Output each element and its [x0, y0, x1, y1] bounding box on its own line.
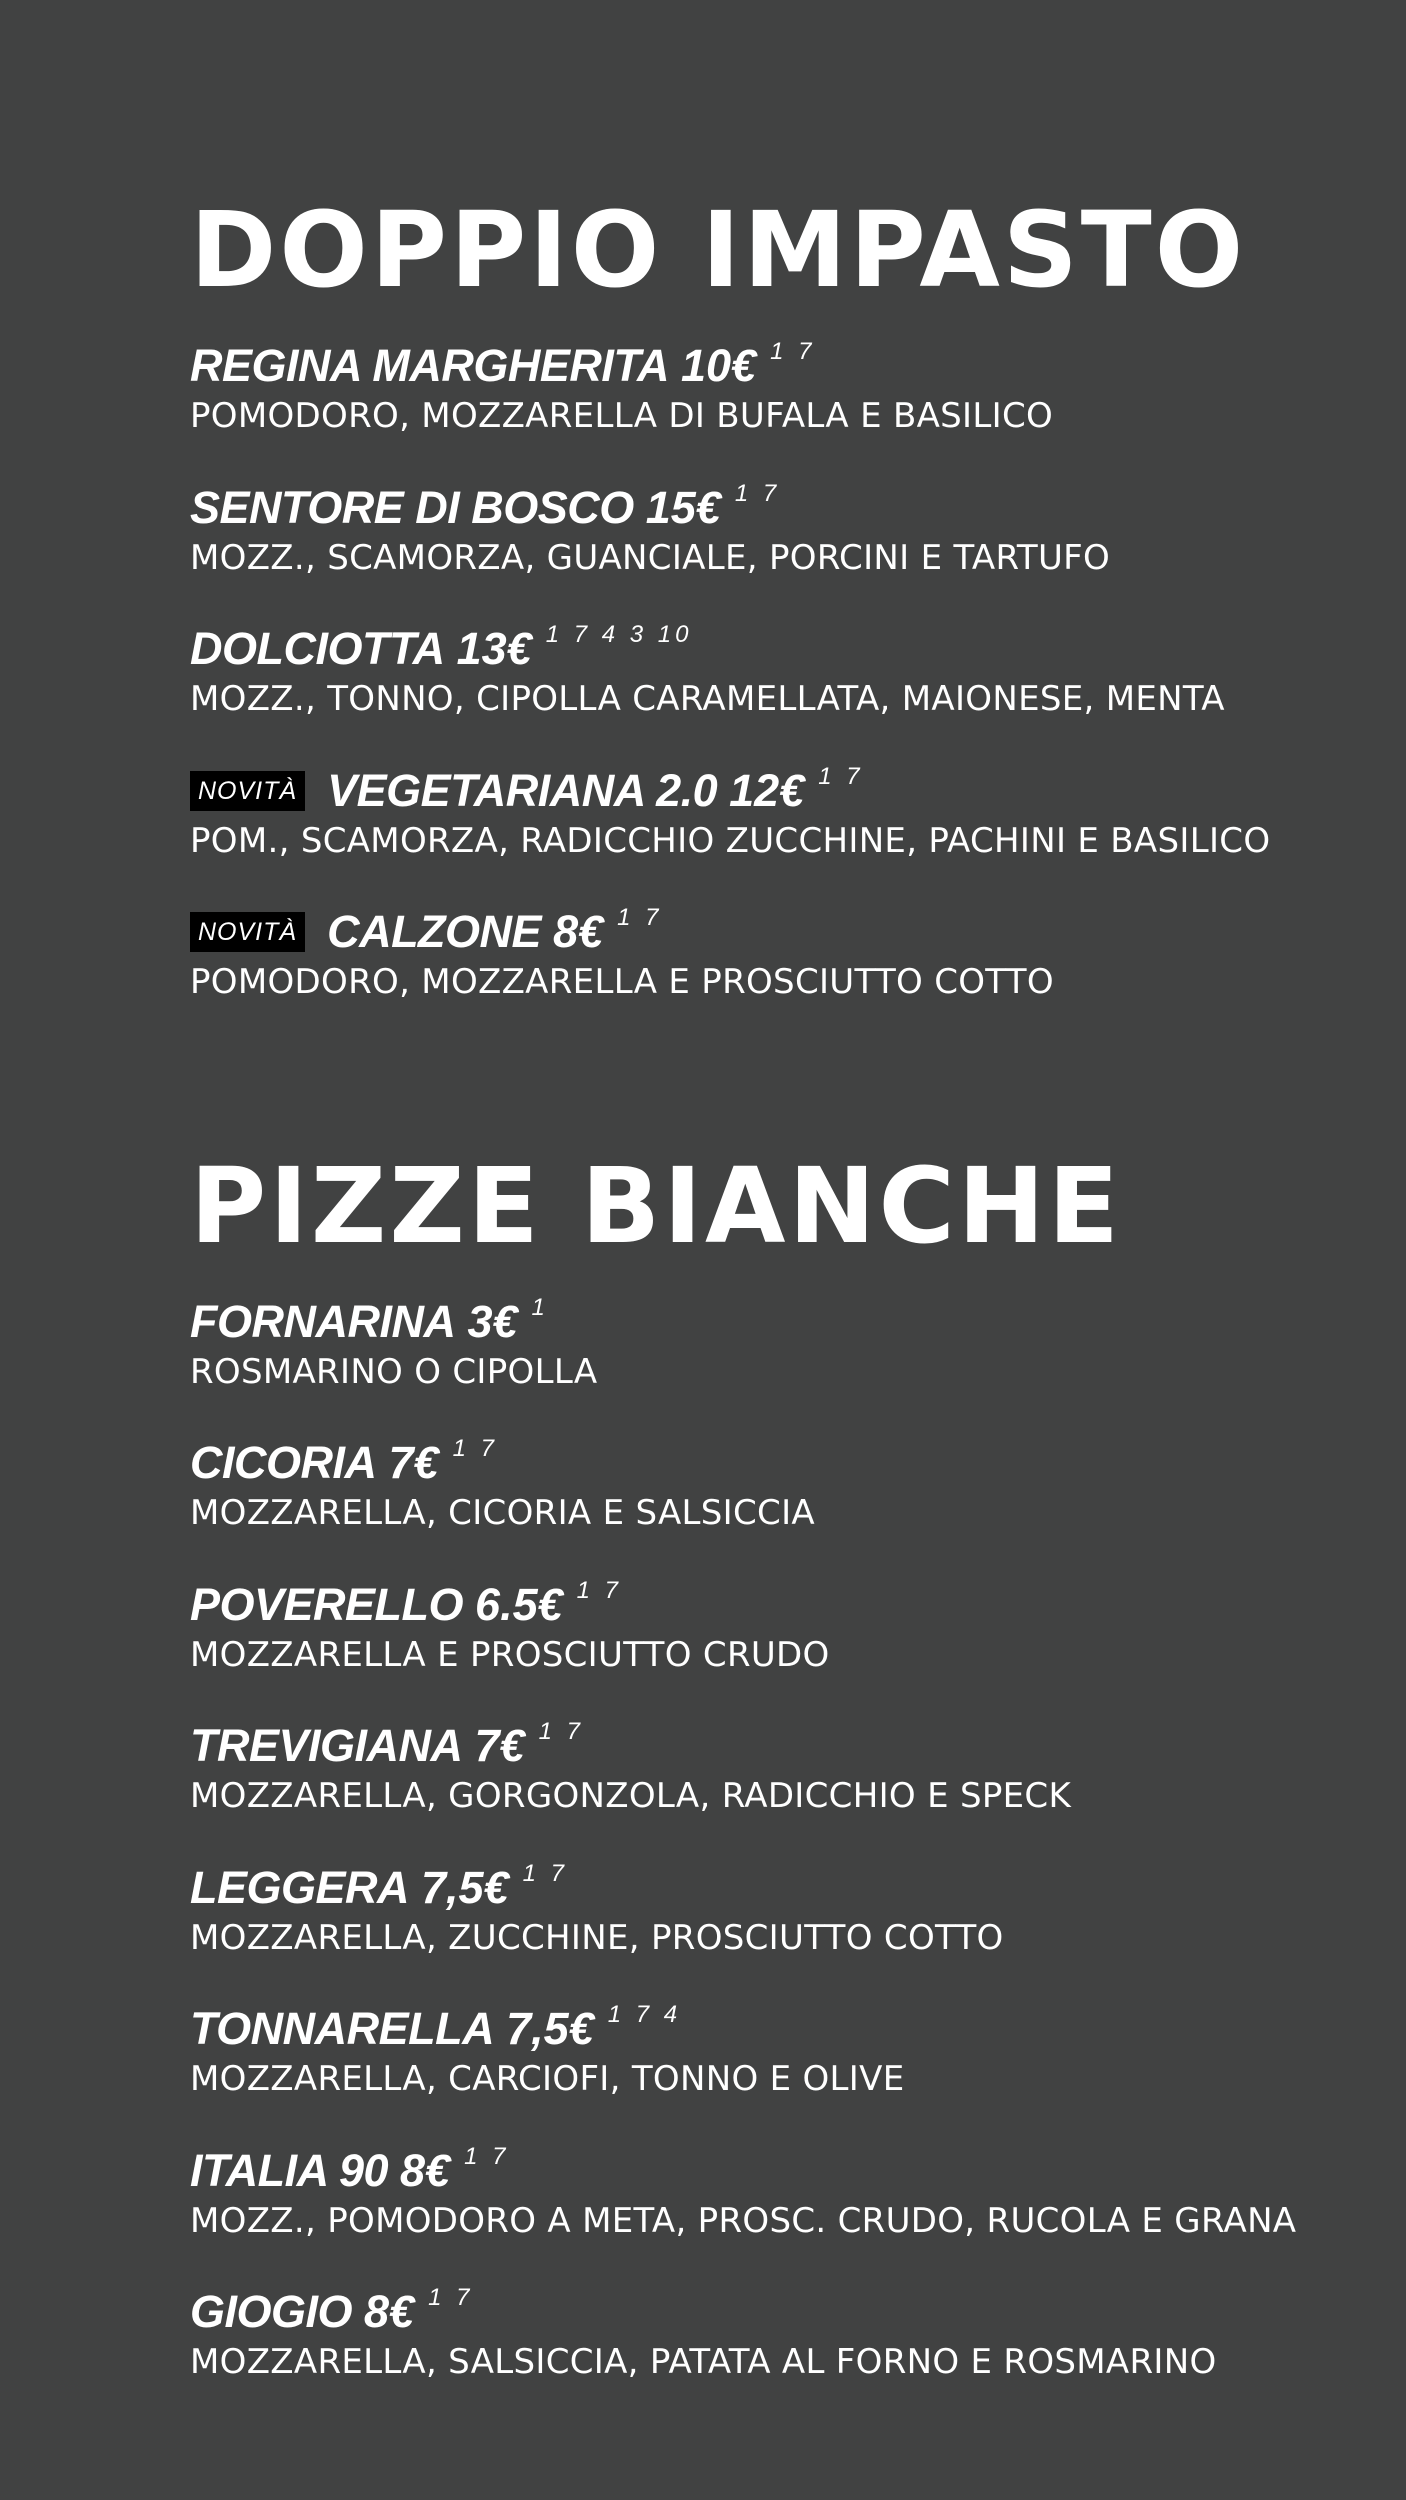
item-header: [190, 480, 1390, 536]
item-name: REGINA MARGHERITA: [190, 340, 669, 391]
item-price: 7,5€: [421, 1861, 509, 1913]
item-description: MOZZARELLA, CARCIOFI, TONNO E OLIVE: [190, 2059, 905, 2099]
item-header: [190, 1718, 1390, 1774]
menu-item: [190, 763, 1390, 905]
item-name: SENTORE DI BOSCO: [190, 481, 634, 533]
item-name: DOLCIOTTA: [190, 623, 445, 674]
new-badge: NOVITÀ: [190, 771, 305, 811]
item-description: MOZZ., TONNO, CIPOLLA CARAMELLATA, MAIONESE, MENTA: [190, 679, 1225, 719]
item-description: MOZZ., SCAMORZA, GUANCIALE, PORCINI E TARTUFO: [190, 537, 1111, 578]
item-name: GIOGIO: [190, 2286, 353, 2337]
menu-item: [190, 2143, 1390, 2285]
item-header: [190, 763, 1390, 819]
item-price: 7€: [474, 1720, 525, 1771]
item-allergens: 1: [531, 1293, 549, 1321]
item-description: MOZZARELLA, CICORIA E SALSICCIA: [190, 1493, 815, 1533]
section-title: DOPPIO IMPASTO: [190, 189, 1247, 311]
item-name: ITALIA 90: [190, 2144, 389, 2196]
item-price: 8€: [553, 906, 604, 957]
item-header: [190, 1435, 1390, 1491]
item-price: 8€: [400, 2144, 451, 2196]
item-header: [190, 2143, 1390, 2199]
item-header: [190, 2001, 1390, 2057]
menu-item: [190, 904, 1390, 1046]
item-header: [190, 904, 1390, 960]
item-allergens: 1 7 4: [607, 2001, 682, 2028]
item-description: ROSMARINO O CIPOLLA: [190, 1351, 598, 1392]
item-price: 10€: [681, 340, 757, 391]
menu-item: [190, 1718, 1390, 1860]
item-name: POVERELLO: [190, 1578, 464, 1630]
item-price: 8€: [364, 2286, 415, 2337]
item-header: [190, 1294, 1390, 1350]
item-price: 7€: [388, 1437, 439, 1488]
item-description: POM., SCAMORZA, RADICCHIO ZUCCHINE, PACHINI E BASILICO: [190, 820, 1271, 861]
section-title: PIZZE BIANCHE: [190, 1144, 1122, 1267]
item-name: TONNARELLA: [190, 2003, 495, 2054]
item-price: 15€: [645, 481, 721, 533]
item-price: 12€: [729, 764, 805, 816]
item-list: [190, 1294, 1390, 2426]
new-badge: NOVITÀ: [190, 912, 305, 952]
item-list: [190, 338, 1390, 1046]
item-allergens: 1 7: [770, 338, 816, 365]
item-description: MOZZARELLA, GORGONZOLA, RADICCHIO E SPECK: [190, 1776, 1072, 1816]
item-header: [190, 621, 1390, 677]
section-pizze-bianche: [190, 1144, 1390, 2426]
item-allergens: 1 7: [464, 2142, 510, 2170]
item-header: [190, 338, 1390, 394]
item-name: LEGGERA: [190, 1861, 410, 1913]
item-name: VEGETARIANA 2.0: [327, 764, 718, 816]
item-description: POMODORO, MOZZARELLA DI BUFALA E BASILICO: [190, 396, 1054, 436]
item-header: [190, 1577, 1390, 1633]
item-allergens: 1 7: [818, 762, 864, 790]
menu-item: [190, 2001, 1390, 2143]
item-price: 7,5€: [506, 2003, 594, 2054]
section-doppio-impasto: [190, 189, 1390, 1046]
item-header: [190, 2284, 1390, 2340]
item-name: CICORIA: [190, 1437, 377, 1488]
item-description: MOZZ., POMODORO A META, PROSC. CRUDO, RUCOLA E GRANA: [190, 2200, 1297, 2241]
menu-item: [190, 480, 1390, 622]
item-price: 13€: [456, 623, 532, 674]
item-name: TREVIGIANA: [190, 1720, 463, 1771]
menu-page: [190, 0, 1390, 2426]
item-description: MOZZARELLA E PROSCIUTTO CRUDO: [190, 1634, 830, 1675]
item-allergens: 1 7: [734, 479, 781, 507]
menu-item: [190, 1294, 1390, 1436]
item-name: CALZONE: [327, 906, 542, 957]
item-description: MOZZARELLA, ZUCCHINE, PROSCIUTTO COTTO: [190, 1917, 1004, 1958]
item-allergens: 1 7: [576, 1576, 623, 1604]
item-allergens: 1 7: [538, 1718, 584, 1745]
item-allergens: 1 7: [617, 904, 663, 931]
menu-item: [190, 2284, 1390, 2426]
item-allergens: 1 7: [428, 2284, 474, 2311]
menu-item: [190, 621, 1390, 763]
item-header: [190, 1860, 1390, 1916]
item-price: 6.5€: [475, 1578, 563, 1630]
item-price: 3€: [467, 1295, 518, 1347]
item-allergens: 1 7: [452, 1435, 498, 1462]
item-description: POMODORO, MOZZARELLA E PROSCIUTTO COTTO: [190, 962, 1054, 1002]
item-description: MOZZARELLA, SALSICCIA, PATATA AL FORNO E ROSMARINO: [190, 2342, 1217, 2382]
item-allergens: 1 7 4 3 10: [545, 621, 693, 648]
item-allergens: 1 7: [522, 1859, 568, 1887]
item-name: FORNARINA: [190, 1295, 456, 1347]
menu-item: [190, 1577, 1390, 1719]
menu-item: [190, 1435, 1390, 1577]
menu-item: [190, 338, 1390, 480]
menu-item: [190, 1860, 1390, 2002]
